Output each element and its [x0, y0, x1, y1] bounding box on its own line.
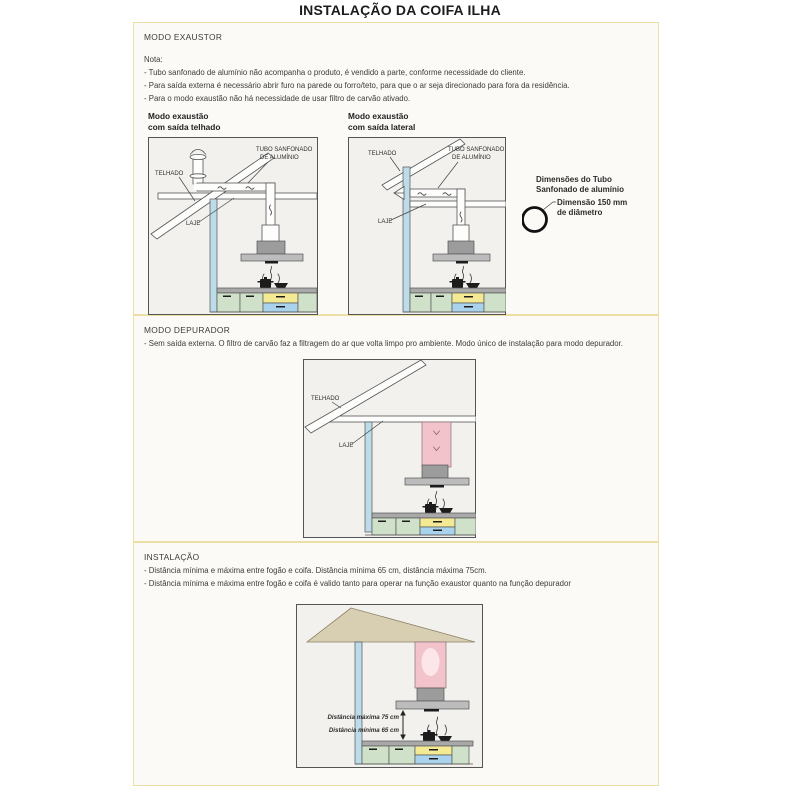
label-distancia-maxima: Distância máxima 75 cm — [327, 714, 399, 721]
diagram-saida-lateral — [348, 137, 506, 315]
diagram-saida-telhado — [148, 137, 318, 315]
note-line: - Distância mínima e máxima entre fogão e coifa é valido tanto para operar na função exaustor quanto na função depurador — [144, 579, 571, 588]
label-tubo-2: DE ALUMÍNIO — [452, 154, 491, 161]
diagram-block-saida-lateral — [348, 111, 506, 320]
page-title: INSTALAÇÃO DA COIFA ILHA — [299, 2, 501, 18]
label-distancia-minima: Distância mínima 65 cm — [328, 727, 399, 734]
label-laje: LAJE — [186, 220, 201, 227]
tube-dim-title-1: Dimensões do Tubo — [536, 175, 612, 184]
note-line: - Sem saída externa. O filtro de carvão faz a filtragem do ar que volta limpo pro ambiente. Modo único de instalação para modo depurador. — [144, 339, 623, 348]
pillar — [355, 642, 362, 764]
note-line: - Distância mínima e máxima entre fogão e coifa. Distância mínima 65 cm, distância máxima 75cm. — [144, 566, 487, 575]
label-laje: LAJE — [339, 443, 354, 449]
section-header-exaustor: MODO EXAUSTOR — [144, 32, 223, 42]
base-cabinets — [355, 741, 473, 764]
chimney-glow — [422, 648, 440, 676]
ceiling-slab — [158, 193, 317, 199]
label-telhado: TELHADO — [155, 170, 184, 177]
pillar — [365, 422, 372, 532]
tube-leader — [543, 202, 556, 210]
ceiling-slab — [325, 416, 476, 422]
label-tubo-1: TUBO SANFONADO — [448, 146, 505, 153]
base-cabinets — [210, 288, 317, 312]
label-tubo-1: TUBO SANFONADO — [256, 146, 313, 153]
section-header-instalacao: INSTALAÇÃO — [144, 552, 200, 562]
tube-dim-value-1: Dimensão 150 mm — [557, 198, 628, 207]
diagram-distancias — [296, 604, 483, 768]
note-label: Nota: — [144, 55, 163, 64]
recirculating-chimney — [422, 422, 451, 467]
diagram-block-saida-telhado — [148, 111, 318, 320]
section-modo-exaustor — [133, 22, 659, 315]
tube-dim-title-2: Sanfonado de alumínio — [536, 185, 625, 194]
section-header-depurador: MODO DEPURADOR — [144, 325, 231, 335]
tube-dim-value-2: de diâmetro — [557, 208, 603, 217]
diagram-modo-depurador — [303, 359, 476, 538]
pillar — [210, 199, 217, 312]
tube-circle — [523, 208, 547, 232]
section-instalacao — [133, 542, 659, 786]
label-telhado: TELHADO — [368, 150, 397, 157]
diagram-title-saida-lateral: Modo exaustão com saída lateral — [348, 111, 416, 132]
section-modo-depurador — [133, 315, 659, 542]
note-line: - Para o modo exaustão não há necessidade de usar filtro de carvão ativado. — [144, 94, 411, 103]
recirculating-chimney — [415, 642, 446, 688]
base-cabinets — [403, 288, 506, 312]
label-telhado: TELHADO — [311, 396, 340, 402]
note-line: - Para saída externa é necessário abrir furo na parede ou forro/teto, para que o ar seja direcionado para fora da residência. — [144, 81, 570, 90]
label-laje: LAJE — [378, 218, 393, 225]
tube-dimensions-callout — [522, 169, 657, 244]
label-tubo-2: DE ALUMÍNIO — [260, 154, 299, 161]
base-cabinets — [365, 513, 476, 535]
diagram-title-saida-telhado: Modo exaustão com saída telhado — [148, 111, 221, 132]
note-line: - Tubo sanfonado de alumínio não acompanha o produto, é vendido a parte, conforme necessidade do cliente. — [144, 68, 526, 77]
